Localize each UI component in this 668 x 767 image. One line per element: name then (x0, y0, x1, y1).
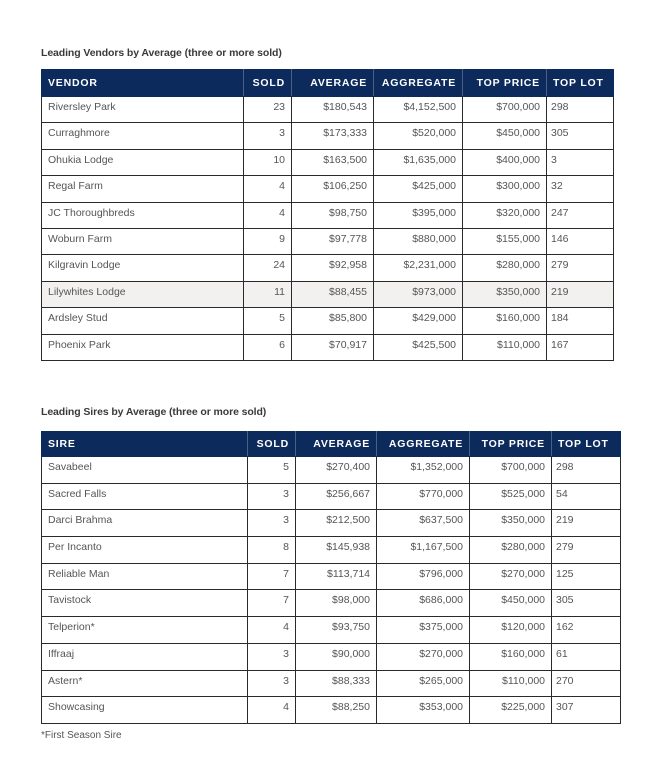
table-row (42, 590, 621, 617)
col-header-top-lot: TOP LOT (552, 432, 621, 457)
top-lot: 32 (547, 176, 614, 202)
top-lot: 305 (547, 123, 614, 149)
table-row (42, 255, 614, 281)
col-header-sold: SOLD (244, 70, 292, 97)
top-price: $155,000 (463, 228, 547, 254)
top-price: $270,000 (470, 563, 552, 590)
top-lot: 184 (547, 308, 614, 334)
sold-count: 8 (248, 537, 296, 564)
vendor-name: Curraghmore (42, 123, 244, 149)
top-lot: 279 (552, 537, 621, 564)
sold-count: 5 (248, 457, 296, 484)
table-row (42, 537, 621, 564)
aggregate-price: $425,000 (374, 176, 463, 202)
col-header-average: AVERAGE (292, 70, 374, 97)
table-row (42, 670, 621, 697)
average-price: $163,500 (292, 149, 374, 175)
top-lot: 54 (552, 483, 621, 510)
top-price: $400,000 (463, 149, 547, 175)
sold-count: 4 (248, 617, 296, 644)
top-price: $110,000 (463, 334, 547, 360)
table-row (42, 563, 621, 590)
sold-count: 23 (244, 97, 292, 123)
average-price: $98,750 (292, 202, 374, 228)
average-price: $88,250 (296, 697, 377, 724)
sold-count: 3 (244, 123, 292, 149)
table-row (42, 617, 621, 644)
vendor-name: Riversley Park (42, 97, 244, 123)
sold-count: 7 (248, 590, 296, 617)
sold-count: 4 (244, 202, 292, 228)
top-lot: 305 (552, 590, 621, 617)
table-row (42, 457, 621, 484)
sire-name: Sacred Falls (42, 483, 248, 510)
vendor-name: Phoenix Park (42, 334, 244, 360)
aggregate-price: $770,000 (377, 483, 470, 510)
sire-name: Savabeel (42, 457, 248, 484)
sire-name: Darci Brahma (42, 510, 248, 537)
table-row (42, 643, 621, 670)
top-price: $320,000 (463, 202, 547, 228)
sold-count: 24 (244, 255, 292, 281)
aggregate-price: $265,000 (377, 670, 470, 697)
average-price: $270,400 (296, 457, 377, 484)
sire-name: Iffraaj (42, 643, 248, 670)
aggregate-price: $1,635,000 (374, 149, 463, 175)
table-row (42, 281, 614, 307)
sire-name: Showcasing (42, 697, 248, 724)
sire-name: Reliable Man (42, 563, 248, 590)
sold-count: 4 (248, 697, 296, 724)
top-price: $120,000 (470, 617, 552, 644)
top-price: $350,000 (470, 510, 552, 537)
col-header-average: AVERAGE (296, 432, 377, 457)
vendors-table (41, 69, 614, 361)
col-header-top-price: TOP PRICE (470, 432, 552, 457)
vendors-header-row (42, 70, 614, 97)
vendor-name: Lilywhites Lodge (42, 281, 244, 307)
sire-name: Telperion* (42, 617, 248, 644)
col-header-sire: SIRE (42, 432, 248, 457)
top-lot: 219 (552, 510, 621, 537)
aggregate-price: $353,000 (377, 697, 470, 724)
vendors-title: Leading Vendors by Average (three or more sold) (41, 47, 282, 59)
average-price: $85,800 (292, 308, 374, 334)
aggregate-price: $520,000 (374, 123, 463, 149)
average-price: $180,543 (292, 97, 374, 123)
top-lot: 125 (552, 563, 621, 590)
col-header-aggregate: AGGREGATE (377, 432, 470, 457)
top-lot: 247 (547, 202, 614, 228)
top-lot: 146 (547, 228, 614, 254)
sires-table (41, 431, 621, 724)
aggregate-price: $1,352,000 (377, 457, 470, 484)
sold-count: 3 (248, 510, 296, 537)
average-price: $88,455 (292, 281, 374, 307)
top-price: $280,000 (463, 255, 547, 281)
top-lot: 298 (552, 457, 621, 484)
top-lot: 162 (552, 617, 621, 644)
table-row (42, 483, 621, 510)
vendor-name: Woburn Farm (42, 228, 244, 254)
aggregate-price: $425,500 (374, 334, 463, 360)
sold-count: 9 (244, 228, 292, 254)
aggregate-price: $1,167,500 (377, 537, 470, 564)
average-price: $212,500 (296, 510, 377, 537)
sire-name: Astern* (42, 670, 248, 697)
top-price: $110,000 (470, 670, 552, 697)
average-price: $92,958 (292, 255, 374, 281)
aggregate-price: $4,152,500 (374, 97, 463, 123)
aggregate-price: $375,000 (377, 617, 470, 644)
average-price: $70,917 (292, 334, 374, 360)
top-price: $700,000 (463, 97, 547, 123)
top-lot: 298 (547, 97, 614, 123)
aggregate-price: $973,000 (374, 281, 463, 307)
average-price: $173,333 (292, 123, 374, 149)
sold-count: 3 (248, 670, 296, 697)
sold-count: 3 (248, 643, 296, 670)
sires-header-row (42, 432, 621, 457)
average-price: $145,938 (296, 537, 377, 564)
first-season-sire-footnote: *First Season Sire (41, 730, 122, 741)
top-price: $225,000 (470, 697, 552, 724)
top-lot: 3 (547, 149, 614, 175)
top-price: $160,000 (463, 308, 547, 334)
vendor-name: JC Thoroughbreds (42, 202, 244, 228)
table-row (42, 334, 614, 360)
aggregate-price: $2,231,000 (374, 255, 463, 281)
sold-count: 4 (244, 176, 292, 202)
sires-title: Leading Sires by Average (three or more sold) (41, 406, 267, 418)
aggregate-price: $637,500 (377, 510, 470, 537)
top-price: $450,000 (470, 590, 552, 617)
sire-name: Per Incanto (42, 537, 248, 564)
sold-count: 10 (244, 149, 292, 175)
average-price: $98,000 (296, 590, 377, 617)
vendor-name: Kilgravin Lodge (42, 255, 244, 281)
col-header-top-lot: TOP LOT (547, 70, 614, 97)
sold-count: 3 (248, 483, 296, 510)
sold-count: 11 (244, 281, 292, 307)
sire-name: Tavistock (42, 590, 248, 617)
top-price: $525,000 (470, 483, 552, 510)
top-lot: 270 (552, 670, 621, 697)
col-header-aggregate: AGGREGATE (374, 70, 463, 97)
aggregate-price: $796,000 (377, 563, 470, 590)
sold-count: 5 (244, 308, 292, 334)
top-lot: 307 (552, 697, 621, 724)
table-row (42, 176, 614, 202)
average-price: $106,250 (292, 176, 374, 202)
top-price: $280,000 (470, 537, 552, 564)
top-price: $450,000 (463, 123, 547, 149)
col-header-vendor: VENDOR (42, 70, 244, 97)
top-lot: 61 (552, 643, 621, 670)
table-row (42, 510, 621, 537)
vendor-name: Regal Farm (42, 176, 244, 202)
aggregate-price: $880,000 (374, 228, 463, 254)
aggregate-price: $686,000 (377, 590, 470, 617)
table-row (42, 697, 621, 724)
table-row (42, 123, 614, 149)
table-row (42, 97, 614, 123)
sold-count: 7 (248, 563, 296, 590)
table-row (42, 202, 614, 228)
average-price: $93,750 (296, 617, 377, 644)
top-lot: 219 (547, 281, 614, 307)
top-price: $160,000 (470, 643, 552, 670)
col-header-sold: SOLD (248, 432, 296, 457)
top-lot: 167 (547, 334, 614, 360)
vendor-name: Ohukia Lodge (42, 149, 244, 175)
table-row (42, 228, 614, 254)
aggregate-price: $270,000 (377, 643, 470, 670)
aggregate-price: $395,000 (374, 202, 463, 228)
top-price: $700,000 (470, 457, 552, 484)
aggregate-price: $429,000 (374, 308, 463, 334)
vendor-name: Ardsley Stud (42, 308, 244, 334)
average-price: $90,000 (296, 643, 377, 670)
average-price: $256,667 (296, 483, 377, 510)
top-price: $350,000 (463, 281, 547, 307)
table-row (42, 149, 614, 175)
table-row (42, 308, 614, 334)
average-price: $88,333 (296, 670, 377, 697)
sold-count: 6 (244, 334, 292, 360)
top-lot: 279 (547, 255, 614, 281)
average-price: $97,778 (292, 228, 374, 254)
top-price: $300,000 (463, 176, 547, 202)
average-price: $113,714 (296, 563, 377, 590)
col-header-top-price: TOP PRICE (463, 70, 547, 97)
